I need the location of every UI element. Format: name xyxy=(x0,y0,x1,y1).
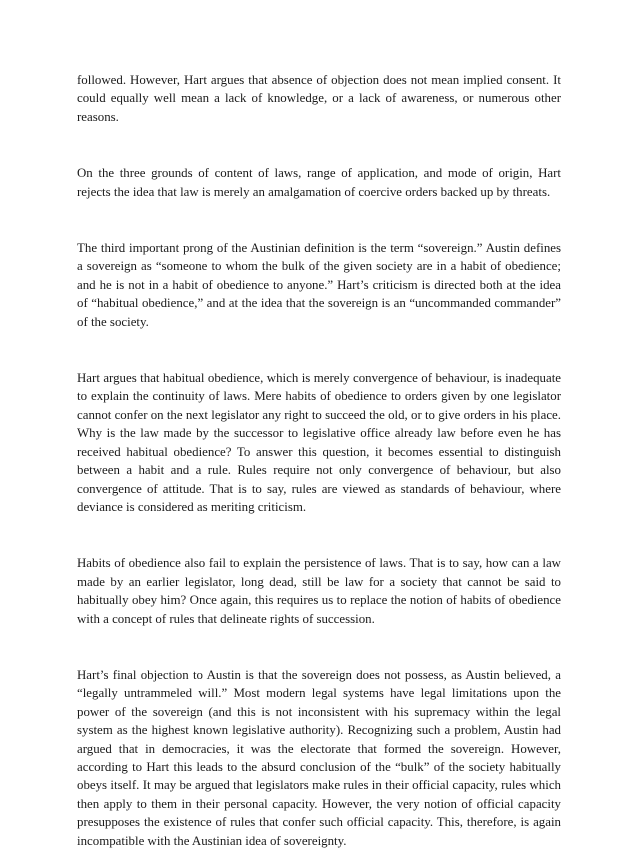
paragraph-consent: followed. However, Hart argues that absence of objection does not mean implied consent. It could equally well mean a lack of knowledge, or a lack of awareness, or numerous other reasons. xyxy=(77,73,561,124)
paragraph-final-objection: Hart’s final objection to Austin is that the sovereign does not possess, as Austin believed, a “legally untrammeled will.” Most modern legal systems have legal limitations upon the power of the sovereign (and this is not inconsistent with his supremacy within the legal system as the highest known legislative authority). Recognizing such a problem, Austin had argued that in democracies, it was the electorate that formed the sovereign. However, according to Hart this leads to the absurd conclusion of the “bulk” of the society habitually obeys itself. It may be argued that legislators make rules in their official capacity, rules which then apply to them in their personal capacity. However, the very notion of official capacity presupposes the existence of rules that confer such official capacity. This, therefore, is again incompatible with the Austinian idea of sovereignty. xyxy=(77,667,561,848)
paragraph-habitual-obedience: Hart argues that habitual obedience, which is merely convergence of behaviour, is inadequate to explain the continuity of laws. Mere habits of obedience to orders given by one legislator cannot confer on the next legislator any right to succeed the old, or to give orders in his place. Why is the law made by the successor to legislative office already law before even he has received habitual obedience? To answer this question, it becomes essential to distinguish between a habit and a rule. Rules require not only convergence of behaviour, but also convergence of attitude. That is to say, rules are viewed as standards of behaviour, where deviance is considered as meriting criticism. xyxy=(77,371,561,514)
paragraph-persistence-of-laws: Habits of obedience also fail to explain the persistence of laws. That is to say, how can a law made by an earlier legislator, long dead, still be law for a society that cannot be said to habitually obey him? Once again, this requires us to replace the notion of habits of obedience with a concept of rules that delineate rights of succession. xyxy=(77,556,561,626)
paragraph-sovereign: The third important prong of the Austinian definition is the term “sovereign.” Austin defines a sovereign as “someone to whom the bulk of the given society are in a habit of obedience; and he is not in a habit of obedience to anyone.” Hart’s criticism is directed both at the idea of “habitual obedience,” and at the idea that the sovereign is an “uncommanded commander” of the society. xyxy=(77,241,561,329)
paragraph-three-grounds: On the three grounds of content of laws, range of application, and mode of origin, Hart rejects the idea that law is merely an amalgamation of coercive orders backed up by threats. xyxy=(77,166,561,199)
document-page xyxy=(77,71,561,850)
